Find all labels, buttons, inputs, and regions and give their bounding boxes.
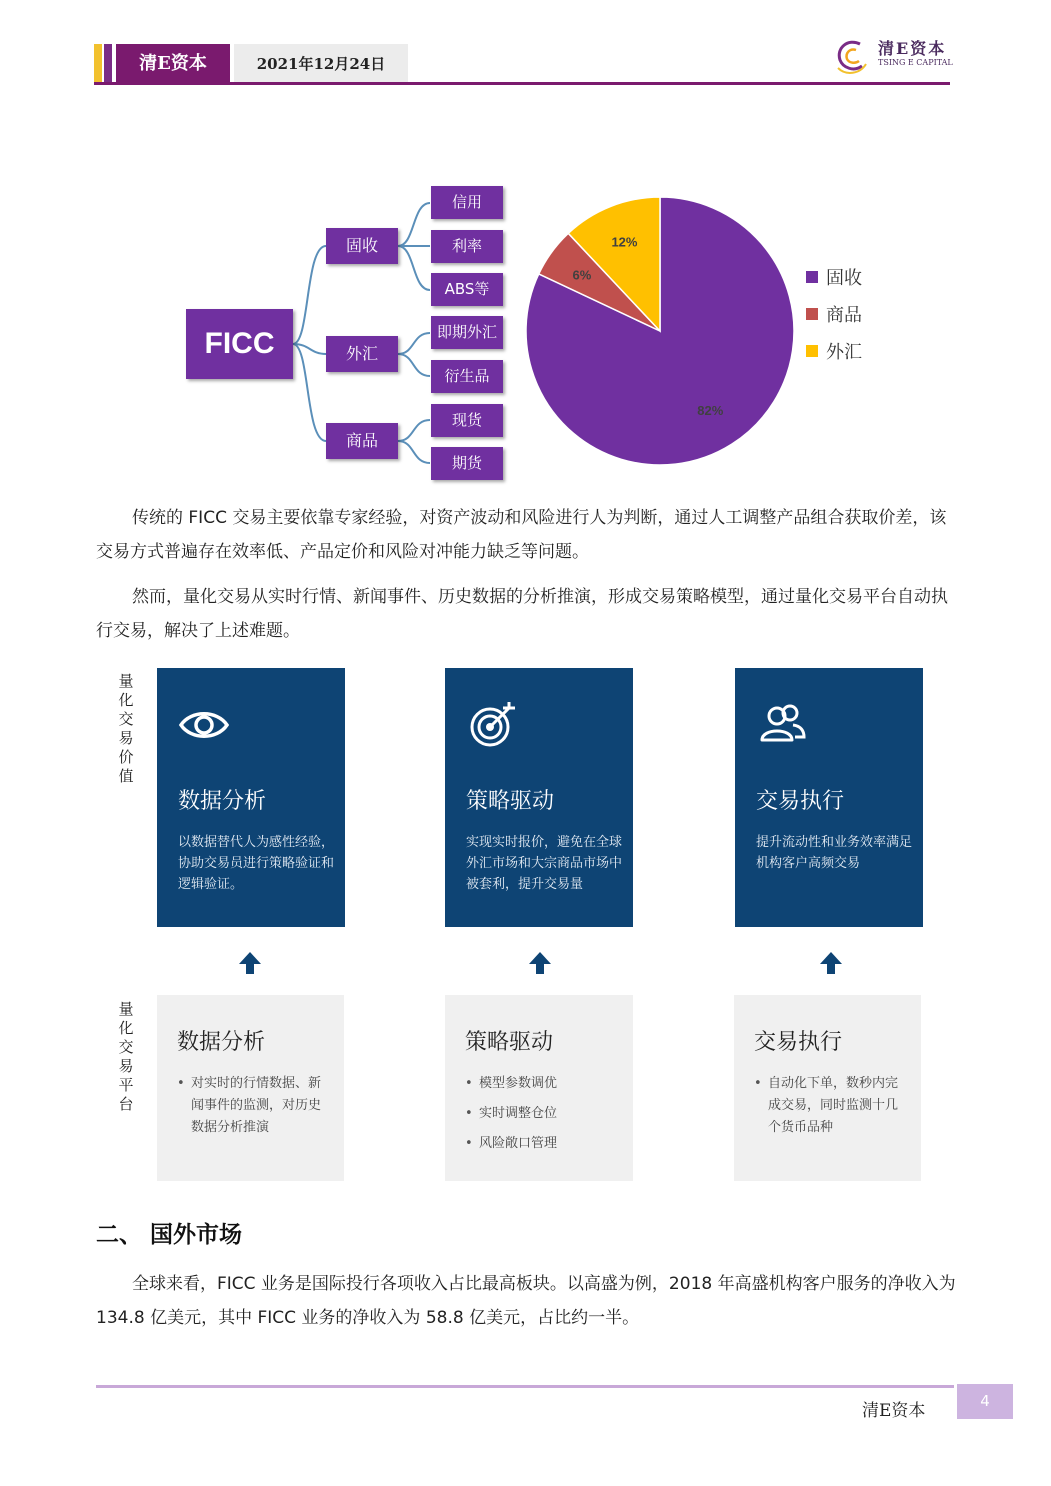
arrow-up-icon: [818, 950, 844, 976]
tree-leaf-credit: 信用: [431, 186, 503, 219]
section-heading: 二、 国外市场: [96, 1222, 243, 1248]
platform-card-item: • 实时调整仓位: [465, 1103, 615, 1125]
logo-text-cn: 清E资本: [878, 39, 947, 58]
platform-card-item: • 模型参数调优: [465, 1073, 615, 1095]
value-card-title: 数据分析: [178, 789, 267, 814]
platform-card-item: • 风险敞口管理: [465, 1133, 615, 1155]
value-card-strategy: [445, 668, 633, 927]
tree-leaf-derivatives: 衍生品: [431, 360, 503, 393]
tree-leaf-rates: 利率: [431, 230, 503, 263]
page-number: 4: [957, 1384, 1013, 1419]
legend-swatch: [806, 271, 818, 283]
platform-card-strategy: [445, 995, 633, 1181]
value-card-desc: 提升流动性和业务效率满足机构客户高频交易: [756, 835, 913, 871]
platform-card-title: 策略驱动: [465, 1030, 554, 1055]
tree-leaf-spot-fx: 即期外汇: [431, 316, 503, 349]
legend-label: 外汇: [826, 341, 862, 363]
header-date: 2021年12月24日: [234, 44, 408, 84]
value-section-label: 量化交易价值: [118, 672, 134, 785]
legend-item: [806, 258, 862, 295]
platform-card-item: • 自动化下单，数秒内完成交易，同时监测十几个货币品种: [754, 1073, 904, 1139]
platform-card-title: 交易执行: [754, 1030, 843, 1055]
platform-card-data-analysis: [157, 995, 344, 1181]
arrow-up-icon: [237, 950, 263, 976]
pie-label-fixed-income: 82%: [697, 403, 724, 419]
header-brand: 清E资本: [116, 44, 230, 84]
platform-card-list: [177, 1073, 333, 1147]
legend-label: 商品: [826, 304, 862, 326]
platform-card-list: [465, 1073, 615, 1163]
ficc-pie-chart: [525, 196, 795, 466]
value-card-desc: 以数据替代人为感性经验，协助交易员进行策略验证和逻辑验证。: [178, 835, 335, 892]
tree-node-fixed-income: 固收: [326, 228, 398, 264]
body-paragraph: 传统的 FICC 交易主要依靠专家经验，对资产波动和风险进行人为判断，通过人工调整产品组合获取价差，该交易方式普遍存在效率低、产品定价和风险对冲能力缺乏等问题。: [96, 508, 947, 562]
legend-swatch: [806, 308, 818, 320]
tree-leaf-futures: 期货: [431, 447, 503, 480]
legend-swatch: [806, 345, 818, 357]
logo-text-en: TSING E CAPITAL: [878, 58, 953, 67]
value-card-desc: 实现实时报价，避免在全球外汇市场和大宗商品市场中被套利，提升交易量: [466, 835, 623, 892]
pie-label-commodities: 6%: [572, 267, 592, 283]
pie-label-fx: 12%: [611, 234, 638, 250]
platform-card-execution: [734, 995, 921, 1181]
footer-divider: [96, 1385, 954, 1388]
ficc-root-node: FICC: [186, 309, 293, 379]
legend-label: 固收: [826, 267, 862, 289]
pie-svg: [525, 196, 795, 466]
body-paragraph: 全球来看，FICC 业务是国际投行各项收入占比最高板块。以高盛为例，2018 年高盛机构客户服务的净收入为 134.8 亿美元，其中 FICC 业务的净收入为 58.8 亿美元，占比约一半。: [96, 1274, 956, 1328]
users-icon: [755, 698, 809, 752]
eye-icon: [177, 698, 231, 752]
arrow-up-icon: [527, 950, 553, 976]
value-card-title: 交易执行: [756, 789, 845, 814]
target-icon: [465, 698, 519, 752]
footer-brand: 清E资本: [862, 1401, 926, 1421]
value-card-title: 策略驱动: [466, 789, 555, 814]
tree-leaf-spot: 现货: [431, 404, 503, 437]
body-paragraph: 然而，量化交易从实时行情、新闻事件、历史数据的分析推演，形成交易策略模型，通过量化交易平台自动执行交易，解决了上述难题。: [96, 587, 948, 641]
platform-card-item: • 对实时的行情数据、新闻事件的监测，对历史数据分析推演: [177, 1073, 333, 1139]
legend-item: [806, 332, 862, 369]
value-card-execution: [735, 668, 923, 927]
tree-node-fx: 外汇: [326, 336, 398, 372]
tree-node-commodities: 商品: [326, 423, 398, 459]
platform-card-title: 数据分析: [177, 1030, 266, 1055]
platform-section-label: 量化交易平台: [118, 1000, 134, 1113]
pie-legend: [806, 258, 862, 369]
legend-item: [806, 295, 862, 332]
value-card-data-analysis: [157, 668, 345, 927]
tree-leaf-abs: ABS等: [431, 273, 503, 306]
platform-card-list: [754, 1073, 904, 1147]
